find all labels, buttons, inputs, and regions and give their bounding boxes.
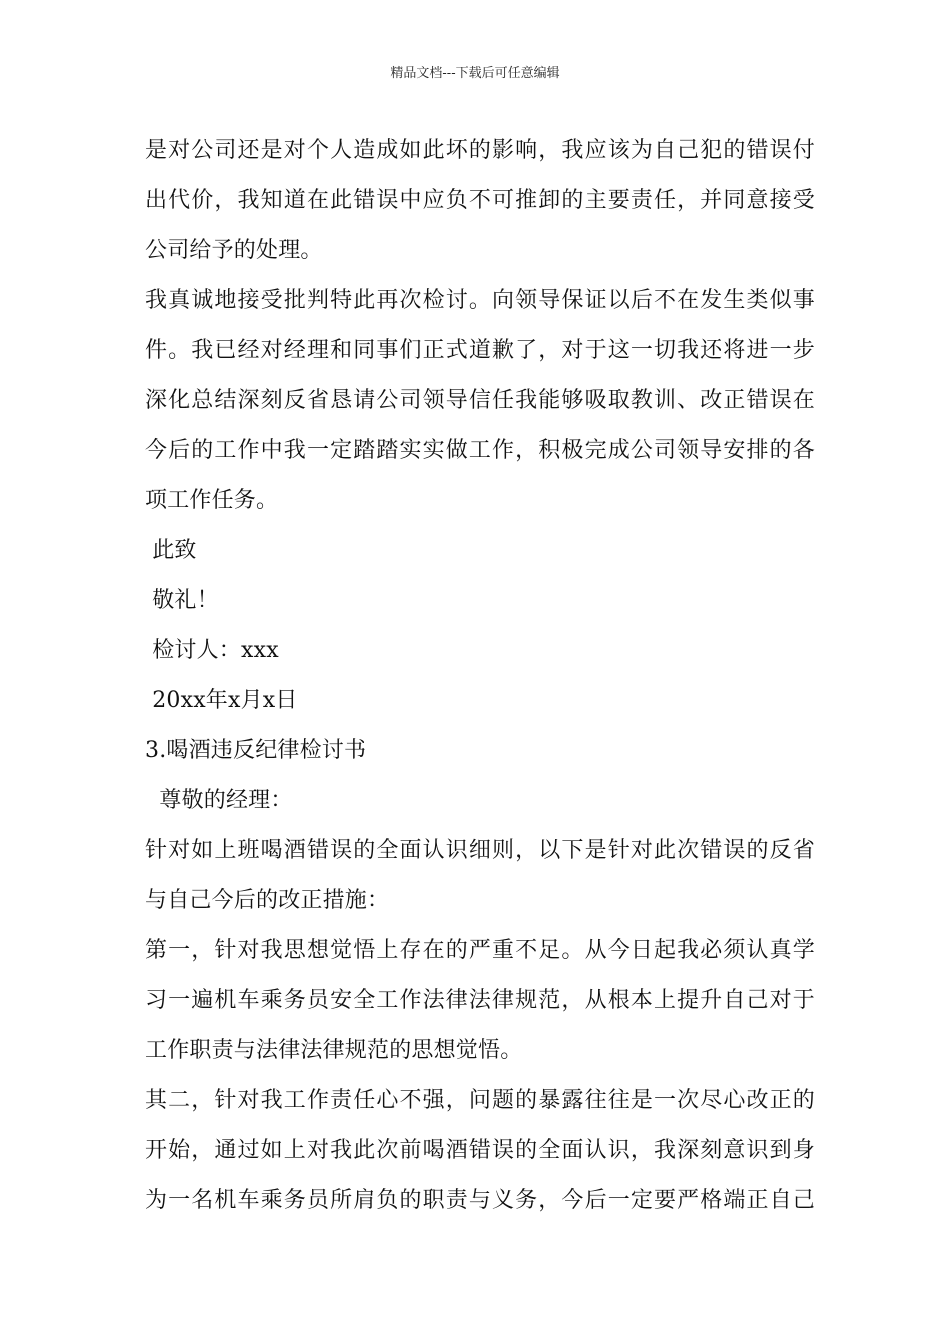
body-line: 敬礼！ bbox=[145, 588, 219, 613]
body-line: 开始，通过如上对我此次前喝酒错误的全面认识，我深刻意识到身 bbox=[145, 1138, 815, 1163]
body-line: 公司给予的处理。 bbox=[145, 238, 323, 263]
body-line: 深化总结深刻反省恳请公司领导信任我能够吸取教训、改正错误在 bbox=[145, 388, 815, 413]
date-line: 20xx年x月x日 bbox=[145, 688, 298, 713]
body-line: 项工作任务。 bbox=[145, 488, 279, 513]
body-line: 件。我已经对经理和同事们正式道歉了，对于这一切我还将进一步 bbox=[145, 338, 815, 363]
body-line: 今后的工作中我一定踏踏实实做工作，积极完成公司领导安排的各 bbox=[145, 438, 815, 463]
body-line: 第一，针对我思想觉悟上存在的严重不足。从今日起我必须认真学 bbox=[145, 938, 815, 963]
body-line: 此致 bbox=[145, 538, 197, 563]
body-line: 为一名机车乘务员所肩负的职责与义务，今后一定要严格端正自己 bbox=[145, 1188, 815, 1213]
body-line: 与自己今后的改正措施： bbox=[145, 888, 390, 913]
signature-line: 检讨人：xxx bbox=[145, 638, 279, 663]
body-line: 其二，针对我工作责任心不强，问题的暴露往往是一次尽心改正的 bbox=[145, 1088, 815, 1113]
section-title: 3.喝酒违反纪律检讨书 bbox=[145, 738, 367, 763]
body-line: 工作职责与法律法律规范的思想觉悟。 bbox=[145, 1038, 523, 1063]
salutation-line: 尊敬的经理： bbox=[145, 788, 293, 813]
page-header: 精品文档---下载后可任意编辑 bbox=[390, 66, 560, 81]
body-line: 针对如上班喝酒错误的全面认识细则，以下是针对此次错误的反省 bbox=[145, 838, 815, 863]
body-line: 我真诚地接受批判特此再次检讨。向领导保证以后不在发生类似事 bbox=[145, 288, 815, 313]
body-line: 习一遍机车乘务员安全工作法律法律规范，从根本上提升自己对于 bbox=[145, 988, 815, 1013]
body-line: 出代价，我知道在此错误中应负不可推卸的主要责任，并同意接受 bbox=[145, 188, 815, 213]
body-line: 是对公司还是对个人造成如此坏的影响，我应该为自己犯的错误付 bbox=[145, 138, 815, 163]
